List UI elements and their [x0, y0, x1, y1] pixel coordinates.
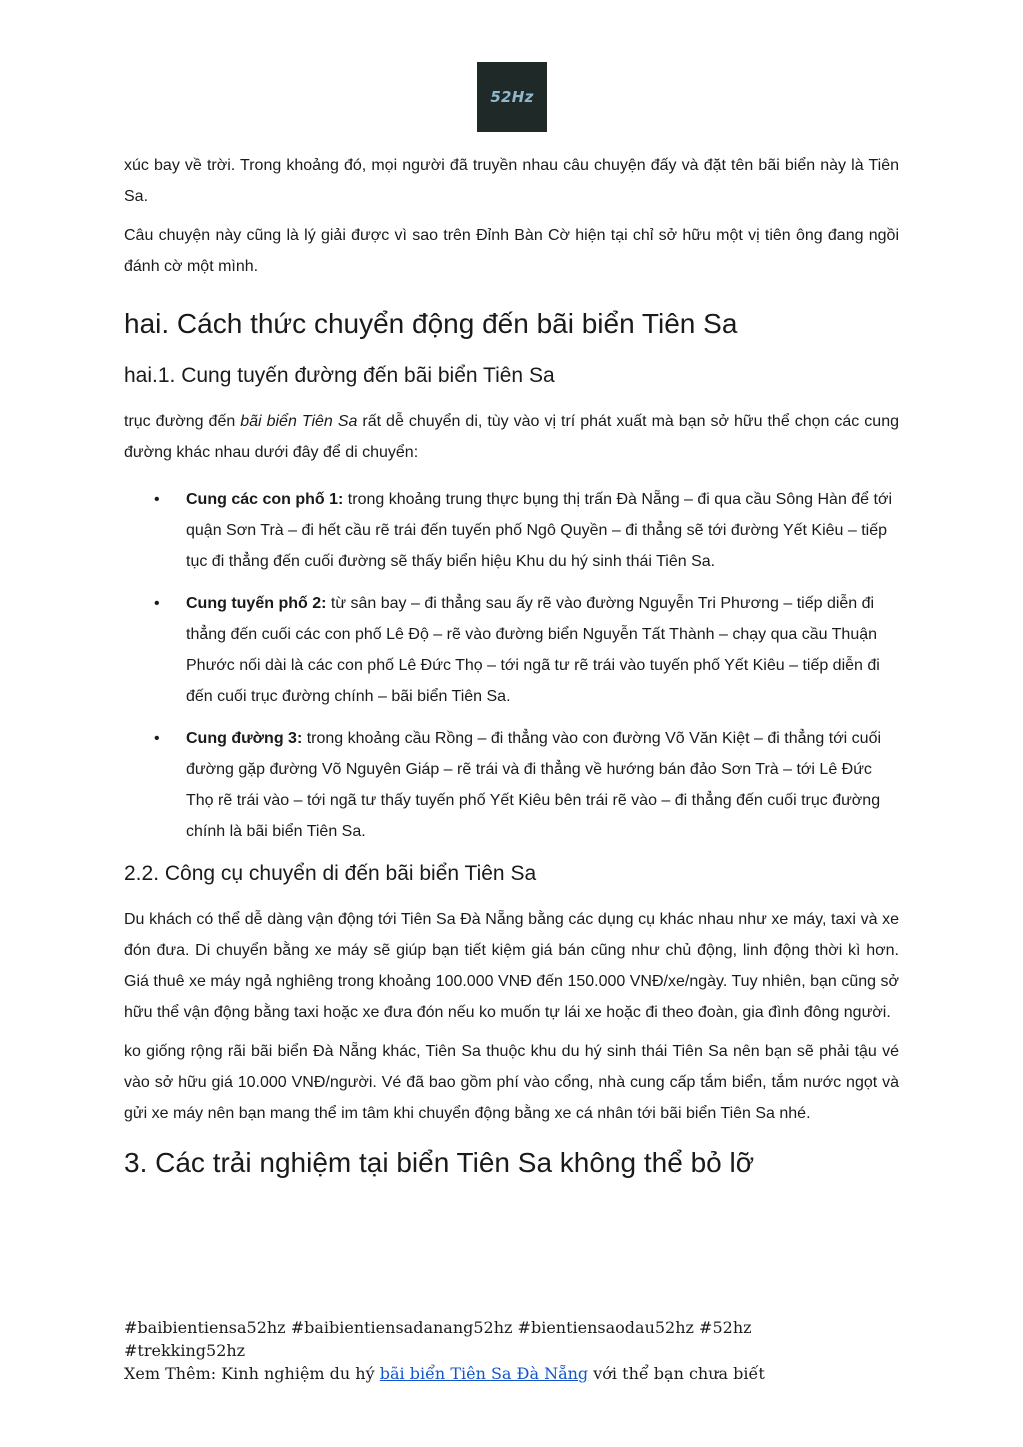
route-text: trong khoảng trung thực bụng thị trấn Đà Nẵng – đi qua cầu Sông Hàn để tới quận Sơn Trà – đi hết cầu rẽ trái đến tuyến phố Ngô Quyền – đi thẳng sẽ tới đường Yết Kiêu – tiếp tục đi thẳng đến cuối đường sẽ thấy biển hiệu Khu du hý sinh thái Tiên Sa.: [186, 491, 893, 570]
bullet-icon: •: [154, 730, 160, 747]
see-more-link[interactable]: bãi biển Tiên Sa Đà Nẵng: [379, 1364, 589, 1383]
logo-52hz: [477, 62, 547, 132]
section-2-heading: hai. Cách thức chuyển động đến bãi biển Tiên Sa: [124, 308, 738, 339]
hashtags-line-1: #baibientiensa52hz #baibientiensadanang52hz #bientiensaodau52hz #52hz: [124, 1318, 752, 1337]
intro-paragraph-2: Câu chuyện này cũng là lý giải được vì sao trên Đỉnh Bàn Cờ hiện tại chỉ sở hữu một vị tiên ông đang ngồi đánh cờ một mình.: [124, 227, 899, 275]
section-3-heading: 3. Các trải nghiệm tại biển Tiên Sa không thể bỏ lỡ: [124, 1147, 755, 1178]
see-more-before: Xem Thêm: Kinh nghiệm du hý: [124, 1364, 380, 1383]
route-label: Cung tuyến phố 2:: [186, 595, 327, 612]
routes-intro-after: rất dễ chuyển di, tùy vào vị trí phát xuất mà bạn sở hữu thể chọn các cung đường khác nhau dưới đây để di chuyển:: [124, 413, 899, 461]
transport-paragraph: Du khách có thể dễ dàng vận động tới Tiên Sa Đà Nẵng bằng các dụng cụ khác nhau như xe máy, taxi và xe đón đưa. Di chuyển bằng xe máy sẽ giúp bạn tiết kiệm giá bán cũng như chủ động, linh động thời kì hơn. Giá thuê xe máy ngả nghiêng trong khoảng 100.000 VNĐ đến 150.000 VNĐ/xe/ngày. Tuy nhiên, bạn cũng sở hữu thể vận động bằng taxi hoặc xe đưa đón nếu ko muốn tự lái xe hoặc đi theo đoàn, gia đình đông người.: [124, 911, 899, 1021]
routes-intro-italic: bãi biển Tiên Sa: [240, 413, 358, 430]
section-2-1-heading: hai.1. Cung tuyến đường đến bãi biển Tiên Sa: [124, 364, 555, 387]
route-label: Cung các con phố 1:: [186, 491, 344, 508]
document-body: [124, 150, 899, 1183]
route-label: Cung đường 3:: [186, 730, 303, 747]
routes-list: [124, 484, 899, 847]
see-more-after: với thể bạn chưa biết: [588, 1364, 765, 1383]
route-item: [124, 484, 899, 577]
ticket-paragraph: ko giống rộng rãi bãi biển Đà Nẵng khác, Tiên Sa thuộc khu du hý sinh thái Tiên Sa nên bạn sẽ phải tậu vé vào sở hữu giá 10.000 VNĐ/người. Vé đã bao gồm phí vào cổng, nhà cung cấp tắm biển, tắm nước ngọt và gửi xe máy nên bạn mang thể im tâm khi chuyển động bằng xe cá nhân tới bãi biển Tiên Sa nhé.: [124, 1043, 899, 1122]
route-text: trong khoảng cầu Rồng – đi thẳng vào con đường Võ Văn Kiệt – đi thẳng tới cuối đường gặp đường Võ Nguyên Giáp – rẽ trái và đi thẳng về hướng bán đảo Sơn Trà – tới Lê Đức Thọ rẽ trái vào – tới ngã tư thấy tuyến phố Yết Kiêu bên trái rẽ vào – đi thẳng đến cuối trục đường chính là bãi biển Tiên Sa.: [186, 730, 882, 840]
route-item: [124, 723, 899, 847]
routes-intro-before: trục đường đến: [124, 413, 241, 430]
hashtags-line-2: #trekking52hz: [124, 1341, 246, 1360]
bullet-icon: •: [154, 491, 160, 508]
see-more-line: [124, 1362, 904, 1385]
section-2-2-heading: 2.2. Công cụ chuyển di đến bãi biển Tiên Sa: [124, 862, 537, 885]
route-item: [124, 588, 899, 712]
footer: [124, 1316, 904, 1385]
bullet-icon: •: [154, 595, 160, 612]
logo-text: 52Hz: [490, 88, 534, 106]
intro-paragraph-1: xúc bay về trời. Trong khoảng đó, mọi người đã truyền nhau câu chuyện đấy và đặt tên bãi biển này là Tiên Sa.: [124, 157, 899, 205]
route-text: từ sân bay – đi thẳng sau ấy rẽ vào đường Nguyễn Tri Phương – tiếp diễn đi thẳng đến cuối các con phố Lê Độ – rẽ vào đường biển Nguyễn Tất Thành – chạy qua cầu Thuận Phước nối dài là các con phố Lê Đức Thọ – tới ngã tư rẽ trái vào tuyến phố Yết Kiêu – tiếp diễn đi đến cuối trục đường chính – bãi biển Tiên Sa.: [186, 595, 880, 705]
routes-intro: [124, 406, 899, 468]
